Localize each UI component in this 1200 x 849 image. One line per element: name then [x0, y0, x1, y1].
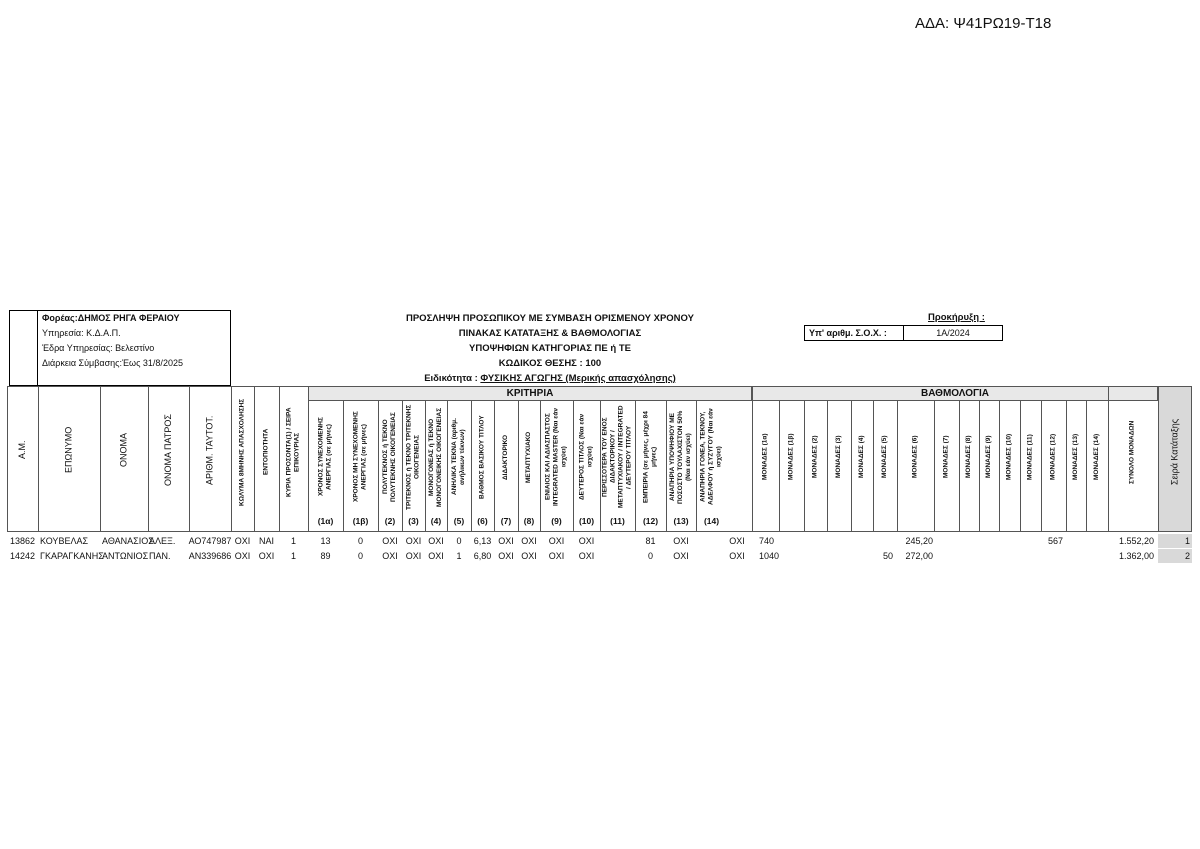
criteria-header-6: ΒΑΘΜΟΣ ΒΑΣΙΚΟΥ ΤΙΤΛΟΥ — [478, 415, 486, 499]
cell-c12: 0 — [647, 551, 653, 561]
cell-am: 13862 — [9, 536, 36, 546]
cell-entopiotita: ΝΑΙ — [258, 536, 274, 546]
table-row — [7, 534, 1192, 548]
specialty-value: ΦΥΣΙΚΗΣ ΑΓΩΓΗΣ (Μερικής απασχόλησης) — [480, 373, 676, 384]
cell-c3: ΟΧΙ — [405, 536, 422, 546]
criteria-code-0: (1α) — [317, 516, 334, 526]
cell-surname: ΓΚΑΡΑΓΚΑΝΗΣ — [40, 551, 104, 561]
cell-rank: 2 — [1184, 551, 1190, 561]
cell-id: ΑΟ747987 — [188, 536, 232, 546]
score-header-13: ΜΟΝΑΔΕΣ (13) — [1072, 433, 1079, 481]
criteria-header-10: ΔΕΥΤΕΡΟΣ ΤΙΤΛΟΣ (Ναι εάν ισχύει) — [578, 413, 594, 501]
cell-c13: ΟΧΙ — [673, 536, 689, 546]
cell-c6: 6,80 — [473, 551, 492, 561]
ada-code: ΑΔΑ: Ψ41ΡΩ19-Τ18 — [915, 15, 1052, 32]
header-entopiotita: ΕΝΤΟΠΙΟΤΗΤΑ — [262, 428, 270, 476]
cell-c14: ΟΧΙ — [729, 536, 745, 546]
header-father: ΟΝΟΜΑ ΠΑΤΡΟΣ — [163, 414, 173, 486]
cell-c9: ΟΧΙ — [548, 551, 565, 561]
agency-info-box — [9, 310, 231, 386]
cell-total: 1.362,00 — [1118, 551, 1154, 561]
cell-father: ΑΛΕΞ. — [149, 536, 176, 546]
cell-c4: ΟΧΙ — [428, 551, 444, 561]
criteria-header-14: ΑΝΑΠΗΡΙΑ ΓΟΝΕΑ, ΤΕΚΝΟΥ, ΑΔΕΛΦΟΥ ή ΣΥΖΥΓΟΥ (Ναι εάν ισχύει) — [699, 408, 723, 506]
table-row — [7, 549, 1192, 563]
cell-c4: ΟΧΙ — [428, 536, 444, 546]
criteria-header-9: ΕΝΙΑΙΟΣ ΚΑΙ ΑΔΙΑΣΠΑΣΤΟΣ INTEGRATED MASTER (Ναι εάν ισχύει) — [544, 408, 568, 506]
header-bottom-line — [7, 531, 1192, 532]
header-surname: ΕΠΩΝΥΜΟ — [63, 426, 74, 474]
cell-c8: ΟΧΙ — [521, 536, 537, 546]
header-kolyma: ΚΩΛΥΜΑ 8ΜΗΝΗΣ ΑΠΑΣΧΟΛΗΣΗΣ — [238, 398, 246, 506]
cell-c2: ΟΧΙ — [382, 536, 398, 546]
cell-father: ΠΑΝ. — [149, 551, 171, 561]
criteria-header-0: ΧΡΟΝΟΣ ΣΥΝΕΧΟΜΕΝΗΣ ΑΝΕΡΓΙΑΣ (σε μήνες) — [317, 417, 333, 497]
criteria-code-3: (3) — [408, 516, 419, 526]
score-header-10: ΜΟΝΑΔΕΣ (10) — [1005, 433, 1013, 481]
criteria-header-7: ΔΙΔΑΚΤΟΡΙΚΟ — [502, 434, 509, 480]
specialty-prefix: Ειδικότητα : — [424, 373, 481, 384]
cell-m1a: 1040 — [759, 551, 780, 561]
cell-c5: 1 — [456, 551, 462, 561]
cell-c5: 0 — [456, 536, 462, 546]
proclamation-title: Προκήρυξη : — [928, 312, 985, 323]
criteria-code-9: (9) — [551, 516, 562, 526]
header-rank: Σειρά Κατάταξης — [1169, 418, 1180, 486]
score-header-14: ΜΟΝΑΔΕΣ (14) — [1093, 433, 1100, 481]
criteria-code-13: (13) — [673, 516, 689, 526]
criteria-header-8: ΜΕΤΑΠΤΥΧΙΑΚΟ — [525, 431, 532, 483]
cell-c10: ΟΧΙ — [578, 536, 595, 546]
header-top-line — [7, 386, 1192, 387]
cell-am: 14242 — [9, 551, 36, 561]
criteria-header-13: ΑΝΑΠΗΡΙΑ ΥΠΟΨΗΦΙΟΥ ΜΕ ΠΟΣΟΣΤΟ ΤΟΥΛΑΧΙΣΤΟΝ 50% (Ναι εάν ισχύει) — [669, 410, 692, 504]
criteria-code-12: (12) — [642, 516, 659, 526]
header-kyria: ΚΥΡΙΑ ΠΡΟΣΟΝΤΑ(1) / ΣΕΙΡΑ ΕΠΙΚΟΥΡΙΑΣ — [285, 407, 301, 497]
score-header-4: ΜΟΝΑΔΕΣ (4) — [858, 435, 865, 479]
criteria-code-11: (11) — [610, 516, 625, 526]
cell-m6: 272,00 — [905, 551, 933, 561]
cell-rank: 1 — [1184, 536, 1190, 546]
criteria-header-1: ΧΡΟΝΟΣ ΜΗ ΣΥΝΕΧΟΜΕΝΗΣ ΑΝΕΡΓΙΑΣ (σε μήνες) — [352, 411, 368, 503]
agency-seat: Έδρα Υπηρεσίας: Βελεστίνο — [42, 343, 155, 353]
cell-c7: ΟΧΙ — [498, 536, 514, 546]
specialty — [380, 371, 720, 386]
cell-kolyma: ΟΧΙ — [234, 551, 251, 561]
cell-kyria: 1 — [290, 536, 296, 546]
criteria-header-11: ΠΕΡΙΣΣΟΤΕΡΑ ΤΟΥ ΕΝΟΣ ΔΙΔΑΚΤΟΡΙΚΟΥ / ΜΕΤΑΠΤΥΧΙΑΚΟΥ / INTEGRATED / ΔΕΥΤΕΡΟΥ ΤΙΤΛΟΥ — [601, 405, 633, 509]
criteria-code-14: (14) — [703, 516, 720, 526]
cell-name: ΑΝΤΩΝΙΟΣ — [102, 551, 149, 561]
heading-line-3: ΥΠΟΨΗΦΙΩΝ ΚΑΤΗΓΟΡΙΑΣ ΠΕ ή ΤΕ — [469, 343, 631, 354]
criteria-header-12: ΕΜΠΕΙΡΙΑ (σε μήνες, μέχρι 84 μήνες) — [642, 411, 658, 503]
cell-m6: 245,20 — [905, 536, 933, 546]
cell-c6: 6,13 — [473, 536, 492, 546]
header-total: ΣΥΝΟΛΟ ΜΟΝΑΔΩΝ — [1128, 420, 1136, 484]
criteria-code-10: (10) — [578, 516, 595, 526]
cell-entopiotita: ΟΧΙ — [258, 551, 275, 561]
cell-c1a: 89 — [320, 551, 331, 561]
cell-m12: 567 — [1047, 536, 1064, 546]
ranking-table-header — [7, 386, 1192, 532]
criteria-code-4: (4) — [430, 516, 442, 526]
criteria-code-2: (2) — [384, 516, 396, 526]
criteria-code-6: (6) — [477, 516, 488, 526]
contract-duration: Διάρκεια Σύμβασης:Έως 31/8/2025 — [42, 358, 183, 368]
criteria-code-5: (5) — [453, 516, 465, 526]
score-header-3: ΜΟΝΑΔΕΣ (3) — [835, 435, 842, 479]
cell-c7: ΟΧΙ — [498, 551, 514, 561]
score-header-9: ΜΟΝΑΔΕΣ (9) — [985, 435, 992, 479]
cell-name: ΑΘΑΝΑΣΙΟΣ — [102, 536, 154, 546]
cell-id: ΑΝ339686 — [188, 551, 232, 561]
cell-c1b: 0 — [357, 536, 363, 546]
cell-c8: ΟΧΙ — [521, 551, 537, 561]
scoring-group-header: ΒΑΘΜΟΛΟΓΙΑ — [752, 386, 1158, 401]
cell-c14: ΟΧΙ — [729, 551, 745, 561]
score-header-2: ΜΟΝΑΔΕΣ (2) — [811, 435, 819, 479]
cell-c13: ΟΧΙ — [673, 551, 689, 561]
cell-c9: ΟΧΙ — [548, 536, 565, 546]
score-header-6: ΜΟΝΑΔΕΣ (6) — [911, 435, 919, 479]
criteria-code-8: (8) — [523, 516, 535, 526]
heading-line-1: ΠΡΟΣΛΗΨΗ ΠΡΟΣΩΠΙΚΟΥ ΜΕ ΣΥΜΒΑΣΗ ΟΡΙΣΜΕΝΟΥ ΧΡΟΝΟΥ — [405, 313, 695, 324]
score-header-7: ΜΟΝΑΔΕΣ (7) — [942, 435, 950, 479]
cell-total: 1.552,20 — [1118, 536, 1154, 546]
cell-m5: 50 — [882, 551, 893, 561]
header-am: Α.Μ. — [17, 440, 27, 460]
score-header-1: ΜΟΝΑΔΕΣ (1β) — [787, 433, 795, 481]
criteria-code-1: (1β) — [352, 516, 369, 526]
criteria-group-header: ΚΡΙΤΗΡΙΑ — [308, 386, 752, 401]
heading-line-2: ΠΙΝΑΚΑΣ ΚΑΤΑΤΑΞΗΣ & ΒΑΘΜΟΛΟΓΙΑΣ — [458, 328, 642, 339]
cell-c10: ΟΧΙ — [578, 551, 595, 561]
cell-c1a: 13 — [320, 536, 331, 546]
soc-box — [804, 325, 1003, 341]
score-header-11: ΜΟΝΑΔΕΣ (11) — [1026, 434, 1034, 480]
header-id: ΑΡΙΘΜ. ΤΑΥΤΟΤ. — [204, 415, 215, 485]
criteria-header-2: ΠΟΛΥΤΕΚΝΟΣ ή ΤΕΚΝΟ ΠΟΛΥΤΕΚΝΗΣ ΟΙΚΟΓΕΝΕΙΑΣ — [382, 412, 397, 502]
header-name: ΟΝΟΜΑ — [118, 433, 129, 468]
score-header-12: ΜΟΝΑΔΕΣ (12) — [1049, 433, 1057, 481]
criteria-header-4: ΜΟΝΟΓΟΝΕΑΣ ή ΤΕΚΝΟ ΜΟΝΟΓΟΝΕΙΚΗΣ ΟΙΚΟΓΕΝΕΙΑΣ — [428, 407, 443, 507]
cell-kyria: 1 — [290, 551, 296, 561]
cell-surname: ΚΟΥΒΕΛΑΣ — [40, 536, 89, 546]
score-header-0: ΜΟΝΑΔΕΣ (1α) — [761, 433, 769, 481]
document-heading — [380, 311, 720, 386]
agency-name: Φορέας:ΔΗΜΟΣ ΡΗΓΑ ΦΕΡΑΙΟΥ — [42, 313, 180, 323]
cell-c3: ΟΧΙ — [405, 551, 422, 561]
criteria-code-7: (7) — [500, 516, 512, 526]
cell-c2: ΟΧΙ — [382, 551, 398, 561]
soc-value: 1Α/2024 — [936, 328, 970, 338]
cell-c1b: 0 — [357, 551, 363, 561]
position-code: ΚΩΔΙΚΟΣ ΘΕΣΗΣ : 100 — [498, 358, 602, 369]
criteria-header-3: ΤΡΙΤΕΚΝΟΣ ή ΤΕΚΝΟ ΤΡΙΤΕΚΝΗΣ ΟΙΚΟΓΕΝΕΙΑΣ — [405, 404, 421, 510]
cell-c12: 81 — [645, 536, 656, 546]
soc-label: Υπ' αριθμ. Σ.Ο.Χ. : — [805, 326, 904, 340]
criteria-header-5: ΑΝΗΛΙΚΑ ΤΕΚΝΑ (αριθμ. ανήλικων τέκνων) — [451, 418, 466, 496]
cell-kolyma: ΟΧΙ — [234, 536, 251, 546]
score-header-5: ΜΟΝΑΔΕΣ (5) — [881, 435, 888, 479]
score-header-8: ΜΟΝΑΔΕΣ (8) — [965, 435, 972, 479]
agency-service: Υπηρεσία: Κ.Δ.Α.Π. — [42, 328, 121, 338]
cell-m1a: 740 — [759, 536, 775, 546]
